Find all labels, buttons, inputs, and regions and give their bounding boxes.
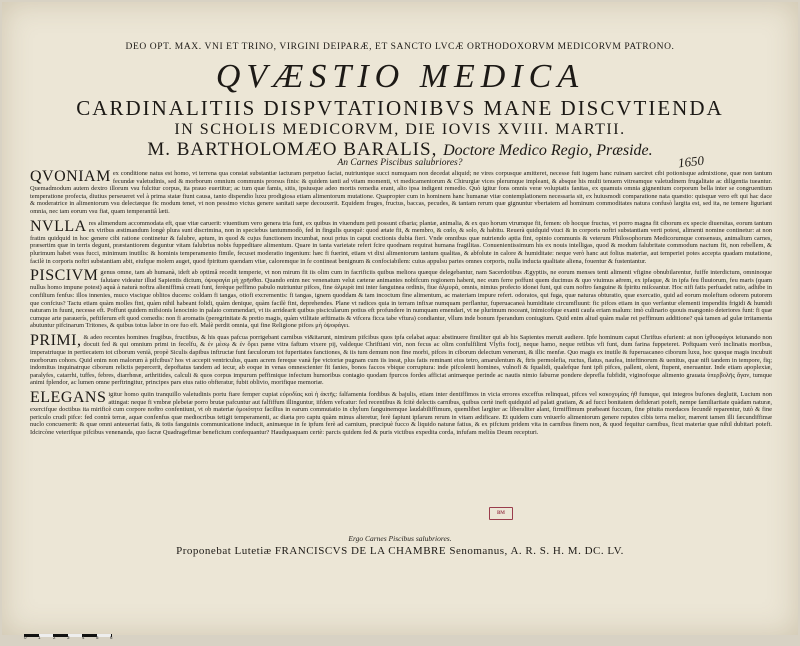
paragraph-initial: PISCIVM xyxy=(30,267,99,285)
library-stamp: BM xyxy=(489,507,513,520)
paragraph xyxy=(30,170,772,216)
document-page xyxy=(2,2,798,635)
title-subheading: CARDINALITIIS DISPVTATIONIBVS MANE DISCVTIENDA xyxy=(76,96,724,120)
ruler-segment xyxy=(97,634,111,637)
paragraph xyxy=(30,269,772,330)
presider-role: Doctore Medico Regio, Præside. xyxy=(443,142,653,159)
ruler-segment xyxy=(68,634,82,637)
closing-conclusion: Ergo Carnes Piscibus salubriores. xyxy=(348,534,452,543)
dedication-line: DEO OPT. MAX. VNI ET TRINO, VIRGINI DEIPARÆ, ET SANCTO LVCÆ ORTHODOXORVM MEDICORVM PATRONO. xyxy=(125,42,675,52)
ruler-label: 5 xyxy=(96,635,99,640)
ruler-label: 1 xyxy=(38,635,41,640)
ruler-label: 0 xyxy=(24,635,27,640)
paragraph-initial: QVONIAM xyxy=(30,168,111,185)
imprint-line: Proponebat Lutetiæ FRANCISCVS DE LA CHAMBRE Senomanus, A. R. S. H. M. DC. LV. xyxy=(176,545,624,557)
paragraph-text: ex conditione natus est homo, vt terrena qua constat substantiæ iacturam perpetuo faciat, nutriuntque succi numquam non decedat aliquid; ne vires corpusque amitteret, necesse fuit iugem hanc ruinam sarciret cibi potionisque admixtione, quæ non tantum fecundæ valetudinis, sed & morborum omnium communis prorsus finis: & quidem tanti ad vitam momenti, vt medicamentorum & Chirurgiæ vices plerumque impleant, & absque his multi tenuem vitreamque valetudinem frugalitate ac diligentia tueantur. Quemadmodum autem dextro illorum vsu fulcitur corpus, ita prauo euertitur; ac tum quæ famis, sitis, ipsiusque adeo mortis remedia erant, alio ipsa indigent remedio. Quò igitur fons omnis veræ voluptatis fanitas, ex quamuis omnia gignentium corporum bella inter se congruentium temperatione profecta, diutius perseueret vel à prima statæ fiunt causa, tanto dispendio luxu prodigiosa etiam alimentorum mutatione. Quapropter cum in hominem hanc humanæ vitæ contemplationem necessaria sit, ex huiusmodi comparatione nata quæstio: quisquæ vero eft qui hac dace & moderatrice in alimentorum vsu delectæque fic modum tenet, vt non pessimo victus genere sanitati sæpe decouxerit. Equidem fruges, fructus, baccas, pecudes, & tantam rerum quæ gignuntur vbertatem ad hominum commoditates natura confusò largita est, sed ita, ne temere liguriant omnia, nec tam eorum vsu fiat, quam temperantiâ læti. xyxy=(30,170,772,215)
question-subtitle: An Carnes Piscibus salubriores? xyxy=(337,158,463,168)
ruler-label: 3 xyxy=(67,635,70,640)
paragraph-text: genus omne, tam ab humanà, ideft ab optimâ recedit temperie, vt non mirum fit iis olim cum in facrificiis quibus meliora quæque delegebantur, nam Sacerdotibus Ægyptiis, ne eorum menses tenti alimenti vfigine obnubilarentur, fuiffe interdictum, omninoque falutare videatur illud Sapientis dictum, ὀψοφαγία μὴ χρῆσθαι. Quando enim nec venenatum velut cæteræ animantes nobifcum regionem habent, nec eum ferre poffunt quem ducimus & quo viuimus aërem, ex ipfaque, & in ipfa feu fluuiorum, feu maris (quam nullus homo impune potest) aquà à naturà noftra alieniffimà creati funt, ferèque peffimo pabulo nutriuntur pifces, fine ἀλμυρὰ imi inter fanguinea ordinis, fiue ἀλμυρά, omnis, nimius profecto idonei funt, qui cum noftro fanguine & fpiritu miſceantur. Hoc nifi fatis perfuadet ratio, adhibe in confilium fenfus: illos innenies, muco viscique oblitos ducens: coldam fi tangas, otiofi excrementis: fi tangas, ignem quoddam & tam incoctum fine alimentum, ac materiam impure refert. odoratos, qui fuga, quæ naturas obturatio, quæ exercatio, quid ad eorum moleftum odorem putorem que confcius? Tactu etiam quàm molles fint, quàm nihil habeant folidi, quàm denique, quàm facilè fint, deprehendes. Plane vt radices quia in terram infixæ numquam perflantur, fuperuacaneà humiditate circumfluunt: fic pifces etiam in quo verfantur elementi impendiis frigidi & humidi naturam in fuunt, necesse eft. Poffunt quidem mifsionis lenocinio in palato commendari, vt iis arridearit quibus piscicularum potius eft profundere in numquam emendari, vt ne plurimum noceant, inimicofque exanti caufa eriam malum: imò culinario quouis mangonio deteriores funt: fi quæ cumque arte parauerís, peftiferum eft quod comedis: non fi aromatis (peregrinitate & pretio magis, quàm vtilitate æftimatis & vifcera ficca tabe vftura) condiantur, vllum inde bonum fperandum coniugium. Quid enim aliud quàm malæ rei peffimum additione? quà tamen ad gulæ irritamenta abutuntur pifcinarum Tritones, & quibus totus labor in ore fuo eft. Malè perdit omnia, qui fine Religione pifces μὴ ὀψοφάγει. xyxy=(30,269,772,330)
paragraph xyxy=(30,391,772,437)
ruler-label: 2 xyxy=(53,635,56,640)
paragraph xyxy=(30,331,772,387)
paragraph-text: igitur homo quiin tranquillo valetudinis portu ftare femper cupiat εὐροδίας καὶ ἡ ἀκτῆς: falfamenta fordibus & bajulis, etiam inter dentiffimos in vicia errores exceffus relinquat, pifces vel κακοχυμίας ἠθ fumque, qui integros bufones deglutit, Lucium non attingat: neque fi vmbræ plebeiæ porro brutæ pafcuntur aut falfiffum illinguntur, iifdem vefcatur: fed recentibus & fcitè delectis carnibus, quibus certè ineft quidquid ad palati gratiam, & ad fucci bonitatem defiderari poteft, nempe familiaritate quàdam naturæ, exercifque doctibus ita mirificè cum corpore noftro confentiunt, vt ob materiæ ὁμοιότητα facilius in earum commutatio in chylum fanguinemque laudabiliffimum, quemlibet largiter ac liberaliter alant, firmiffimum præbeant fuccum, fine pituita mordaces fecundè reparentur, tutò & fine periculo crudi pifce: fed contrà terræ, aquæ confenfus quæ mediocribus tetigit temperamenti, ac diæta pro captu quàm minus alteretur, ferè fapiunt ipfarum rerum in vitam ædificare. Et quidem cum vniuerfo alimentorum genere reputes cibis terra melior, mærent tamen illi fæcundiffimæ nuclo concuenerit: & quæ omni anteuertat fatis, & totis fanguinis communicatione inducit, animæque in fe ipfum ferè ad carnium, præcipuè fucco & liquido naturæ fatius, & ex pifcium pridem vita in carnibus finem non, & quod fequitur carnibus, ficut materiæ quæ nihil dubitari poteft. Idcircòne veterifque pifcibus venenanda, quo facræ Quadragefimæ beneficium confequantur? Haudquaquam certè: parcis quidem fed & puris victibus expedita corda, infufam meliùs Deum recepturi. xyxy=(30,391,772,436)
body-text xyxy=(30,170,772,441)
ruler-segment xyxy=(39,634,53,637)
paragraph xyxy=(30,217,772,266)
presider-name: M. BARTHOLOMÆO BARALIS, xyxy=(147,139,438,160)
paragraph-initial: NVLLA xyxy=(30,217,87,235)
paragraph-text: res alimendum accommodata eft, quæ vitæ caruerit: viuentium vero genera tria funt, ex quibus in viuendum peti possunt cibaria; plantæ, animalia, & ex quo horum vtrumque fit, femen: ob hocque fructus, vt porro magna fit ciborum ex specie diuersitas, eorum tantum ex viribus æstimandum longè plura sunt discrimina, non in speciebus tantummodò, fed in fingulis quoquè: quod ætate fit, & membro, & cœlo, & solo, & habitu. Reuerà quidquid viuci & in corporis noftri substantiam verti potest, alimenti nomine continetur: at non fratim quidquid in hoc genere cibi ratione continetur & falubre, aptum, in quod & cujus functionem incumbat, noui prius in caput coctionis dubia fieri. Vnde omnibus quæ nutriendo aptia fint, opinio communis & veterum Philosophorum Medicorumque consensus, animalium carnes, præsertim quæ in terris degunt, præstantiorem deguntur vitam falubrius nobis fuppeditare alimentum. Quare in tanta varietate refert fcire quodnam requirat humana fragilitas. Conuenientissimum his ex nouis intelligas, quod & modum falubritate commodum nactum fit, non rebellem, & plurimum habet vsus fucci, minimum inutilis: & hominis temperamento fimile, fecuset moderatio ingenium: hæc fi fuerint, etiam vt dixi alimentorum tantum qualitas, & abfolute in calore & humiditate: neque verò hanc aut folius materiæ, aut temperiei potes accepta quadam mutatione, facilè in corporis noftri substantiam abit, eiufque molem auget, quod fpiritum quendam vitæ, caloremque in fe contineat benignum & confociabilem: cuius appulsu partes omnes corporis, nulla inducta qualitate aliena, fouentur & fustentantur. xyxy=(30,219,772,265)
title-date-line: IN SCHOLIS MEDICORVM, DIE IOVIS XVIII. MARTII. xyxy=(174,121,626,138)
ruler-label: 4 xyxy=(82,635,85,640)
paragraph-initial: PRIMI, xyxy=(30,331,82,349)
handwritten-year: 1650 xyxy=(677,152,705,171)
ruler-label: 6 xyxy=(110,635,113,640)
paragraph-initial: ELEGANS xyxy=(30,389,107,407)
main-title: QVÆSTIO MEDICA xyxy=(215,58,585,95)
paragraph-text: & adeo recentes homines frugibus, fructibus, & his quas pafcua porrigebant carnibus vi&itarunt, nimirum pifcibus quos ipfa celabat aqua: abstinuere fimiliter qui ab his Sapientes meruit audiere. Ipfe hominum caput Chriftus efurient: at non ἰχθυοφάγοι ieiunando non docuit fed & qui omnium primi in fecelfu, & ἐν μέσῳ & ἐν ὄρει pæne vitra faftum vixere pij, valdeque Chriftiani viri, non fecus ac olim confulfilimi Vlyfis focij, neque hamo, neque retibus vfi funt, dum farina fuppeteret. Poftquam verò inclinatis moribus, imperatriuque in pertiecatem tot ciborum venià, propè Siculis dapibus inftructæ funt fæculorum tot fuperitates fanctiones, & iis tum demum non fine morbi, pifces in ciborum delectum venerunt, & illic menfæ. Quo magis ex inutile & fuperuacaneo ciborum luxu, hoc quoque magis incubuit morborum cohors. Quid enim non malorum à pifcibus? hos vt accepit ventriculus, quam acrem fereque vanà fpe victoriæ pugnam cum iis ineat, plus fatis reminant eius tetro, amarulentum &, ftris permolefia, ructus, flatus, naufea, inteftinorum & uenitus, quæ nifi tandem in tempore, fiq; indomitus inquinatrque ciborum relictis pepercerit, depoftatus tandem ad iecur, ab eoque in venas omnescienter fit fanies, bonos faccos vbique corruptura: inde pifcolenti homines, vulnofi & fqualidi, qualefque funt ipfi pifces, pallent, olent, ftupent, eneruantur. Inde etiam apoplexiæ, paralyfes, catarrhi, tuffes, febres, diarrhœæ, arthritides, calculi & quos corpus impurum peffimique infectum humoribus contagio quodam fpurcos fordes afficiat animæque perinde ac nautis nimio faburræ pondere deprefla fubfidit, viginofoque alimento grauata ὑπερβολῆς ἄγαν, tumque animi fplendor, ac lumen omne perftringitur, principes pars eius ratio obfteratur, fubit oblivio, morifique memoriæ. xyxy=(30,333,772,387)
